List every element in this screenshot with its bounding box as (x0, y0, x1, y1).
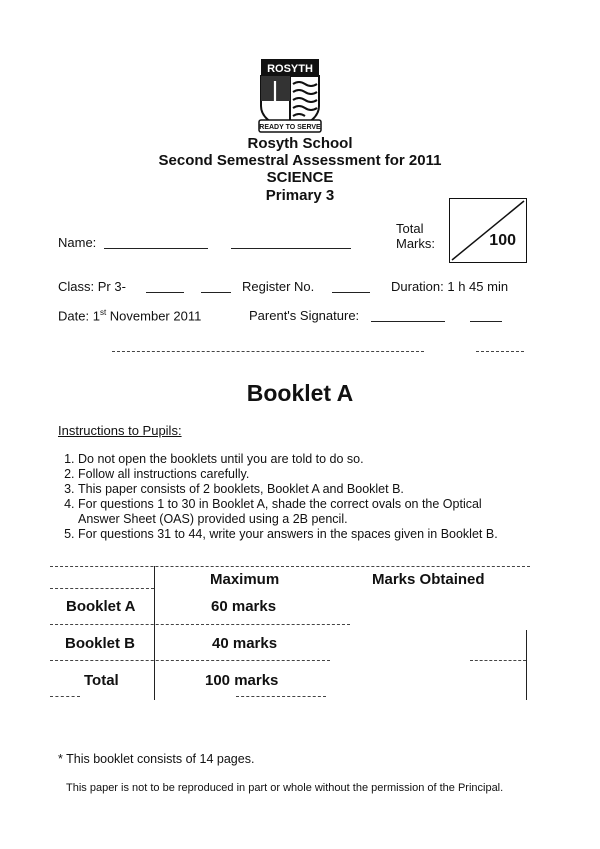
duration-text: Duration: 1 h 45 min (391, 279, 509, 294)
name-label: Name: (58, 235, 97, 250)
school-crest (255, 56, 325, 136)
total-marks-label-2: Marks: (396, 236, 435, 251)
row-line (50, 660, 330, 661)
name-field[interactable] (104, 248, 208, 249)
row-max-booklet-b: 40 marks (212, 635, 278, 652)
diagonal-line-icon (450, 199, 526, 262)
copyright-note: This paper is not to be reproduced in part or whole without the permission of the Principal. (66, 782, 504, 794)
table-divider (154, 566, 155, 700)
signature-field[interactable] (371, 321, 445, 322)
assessment-title: Second Semestral Assessment for 2011 (158, 152, 442, 169)
separator-line (112, 351, 424, 352)
row-line (470, 660, 526, 661)
header-marks-obtained: Marks Obtained (372, 571, 485, 588)
row-line (236, 696, 326, 697)
booklet-title: Booklet A (246, 380, 354, 406)
row-max-booklet-a: 60 marks (211, 598, 277, 615)
instructions-heading: Instructions to Pupils: (58, 423, 182, 438)
instruction-item: 4. For questions 1 to 30 in Booklet A, shade the correct ovals on the Optical Answer Sheet (OAS) provided using a 2B pencil. (78, 497, 520, 527)
level-title: Primary 3 (265, 187, 335, 204)
row-line (50, 696, 80, 697)
register-label: Register No. (242, 279, 315, 294)
svg-text:READY TO SERVE: READY TO SERVE (259, 124, 321, 131)
date-text: Date: 1st November 2011 (58, 308, 202, 324)
class-field[interactable] (146, 292, 184, 293)
total-marks-value: 100 (489, 232, 516, 249)
crest-icon (255, 56, 325, 136)
row-label-total: Total (84, 672, 119, 689)
instruction-item: 1. Do not open the booklets until you are told to do so. (78, 452, 520, 467)
marks-table (50, 566, 530, 706)
row-line (50, 624, 350, 625)
instructions-list (58, 452, 520, 542)
row-label-booklet-b: Booklet B (65, 635, 136, 652)
header-maximum: Maximum (210, 571, 280, 588)
instruction-item: 3. This paper consists of 2 booklets, Booklet A and Booklet B. (78, 482, 520, 497)
instruction-item: 5. For questions 31 to 44, write your answers in the spaces given in Booklet B. (78, 527, 520, 542)
table-top-border (50, 566, 530, 567)
signature-field-2[interactable] (470, 321, 502, 322)
row-max-total: 100 marks (205, 672, 279, 689)
subject-title: SCIENCE (266, 169, 334, 186)
class-field-2[interactable] (201, 292, 231, 293)
row-line (50, 588, 154, 589)
separator-line-2 (476, 351, 524, 352)
svg-text:ROSYTH: ROSYTH (267, 63, 313, 75)
signature-label: Parent's Signature: (249, 308, 360, 323)
row-label-booklet-a: Booklet A (66, 598, 136, 615)
table-right-border (526, 630, 527, 700)
class-label: Class: Pr 3- (58, 279, 126, 294)
pages-note: * This booklet consists of 14 pages. (58, 752, 255, 766)
instruction-item: 2. Follow all instructions carefully. (78, 467, 520, 482)
school-name: Rosyth School (247, 135, 353, 152)
name-field-2[interactable] (231, 248, 351, 249)
register-field[interactable] (332, 292, 370, 293)
total-marks-box (449, 198, 527, 263)
total-marks-label: Total (396, 221, 424, 236)
